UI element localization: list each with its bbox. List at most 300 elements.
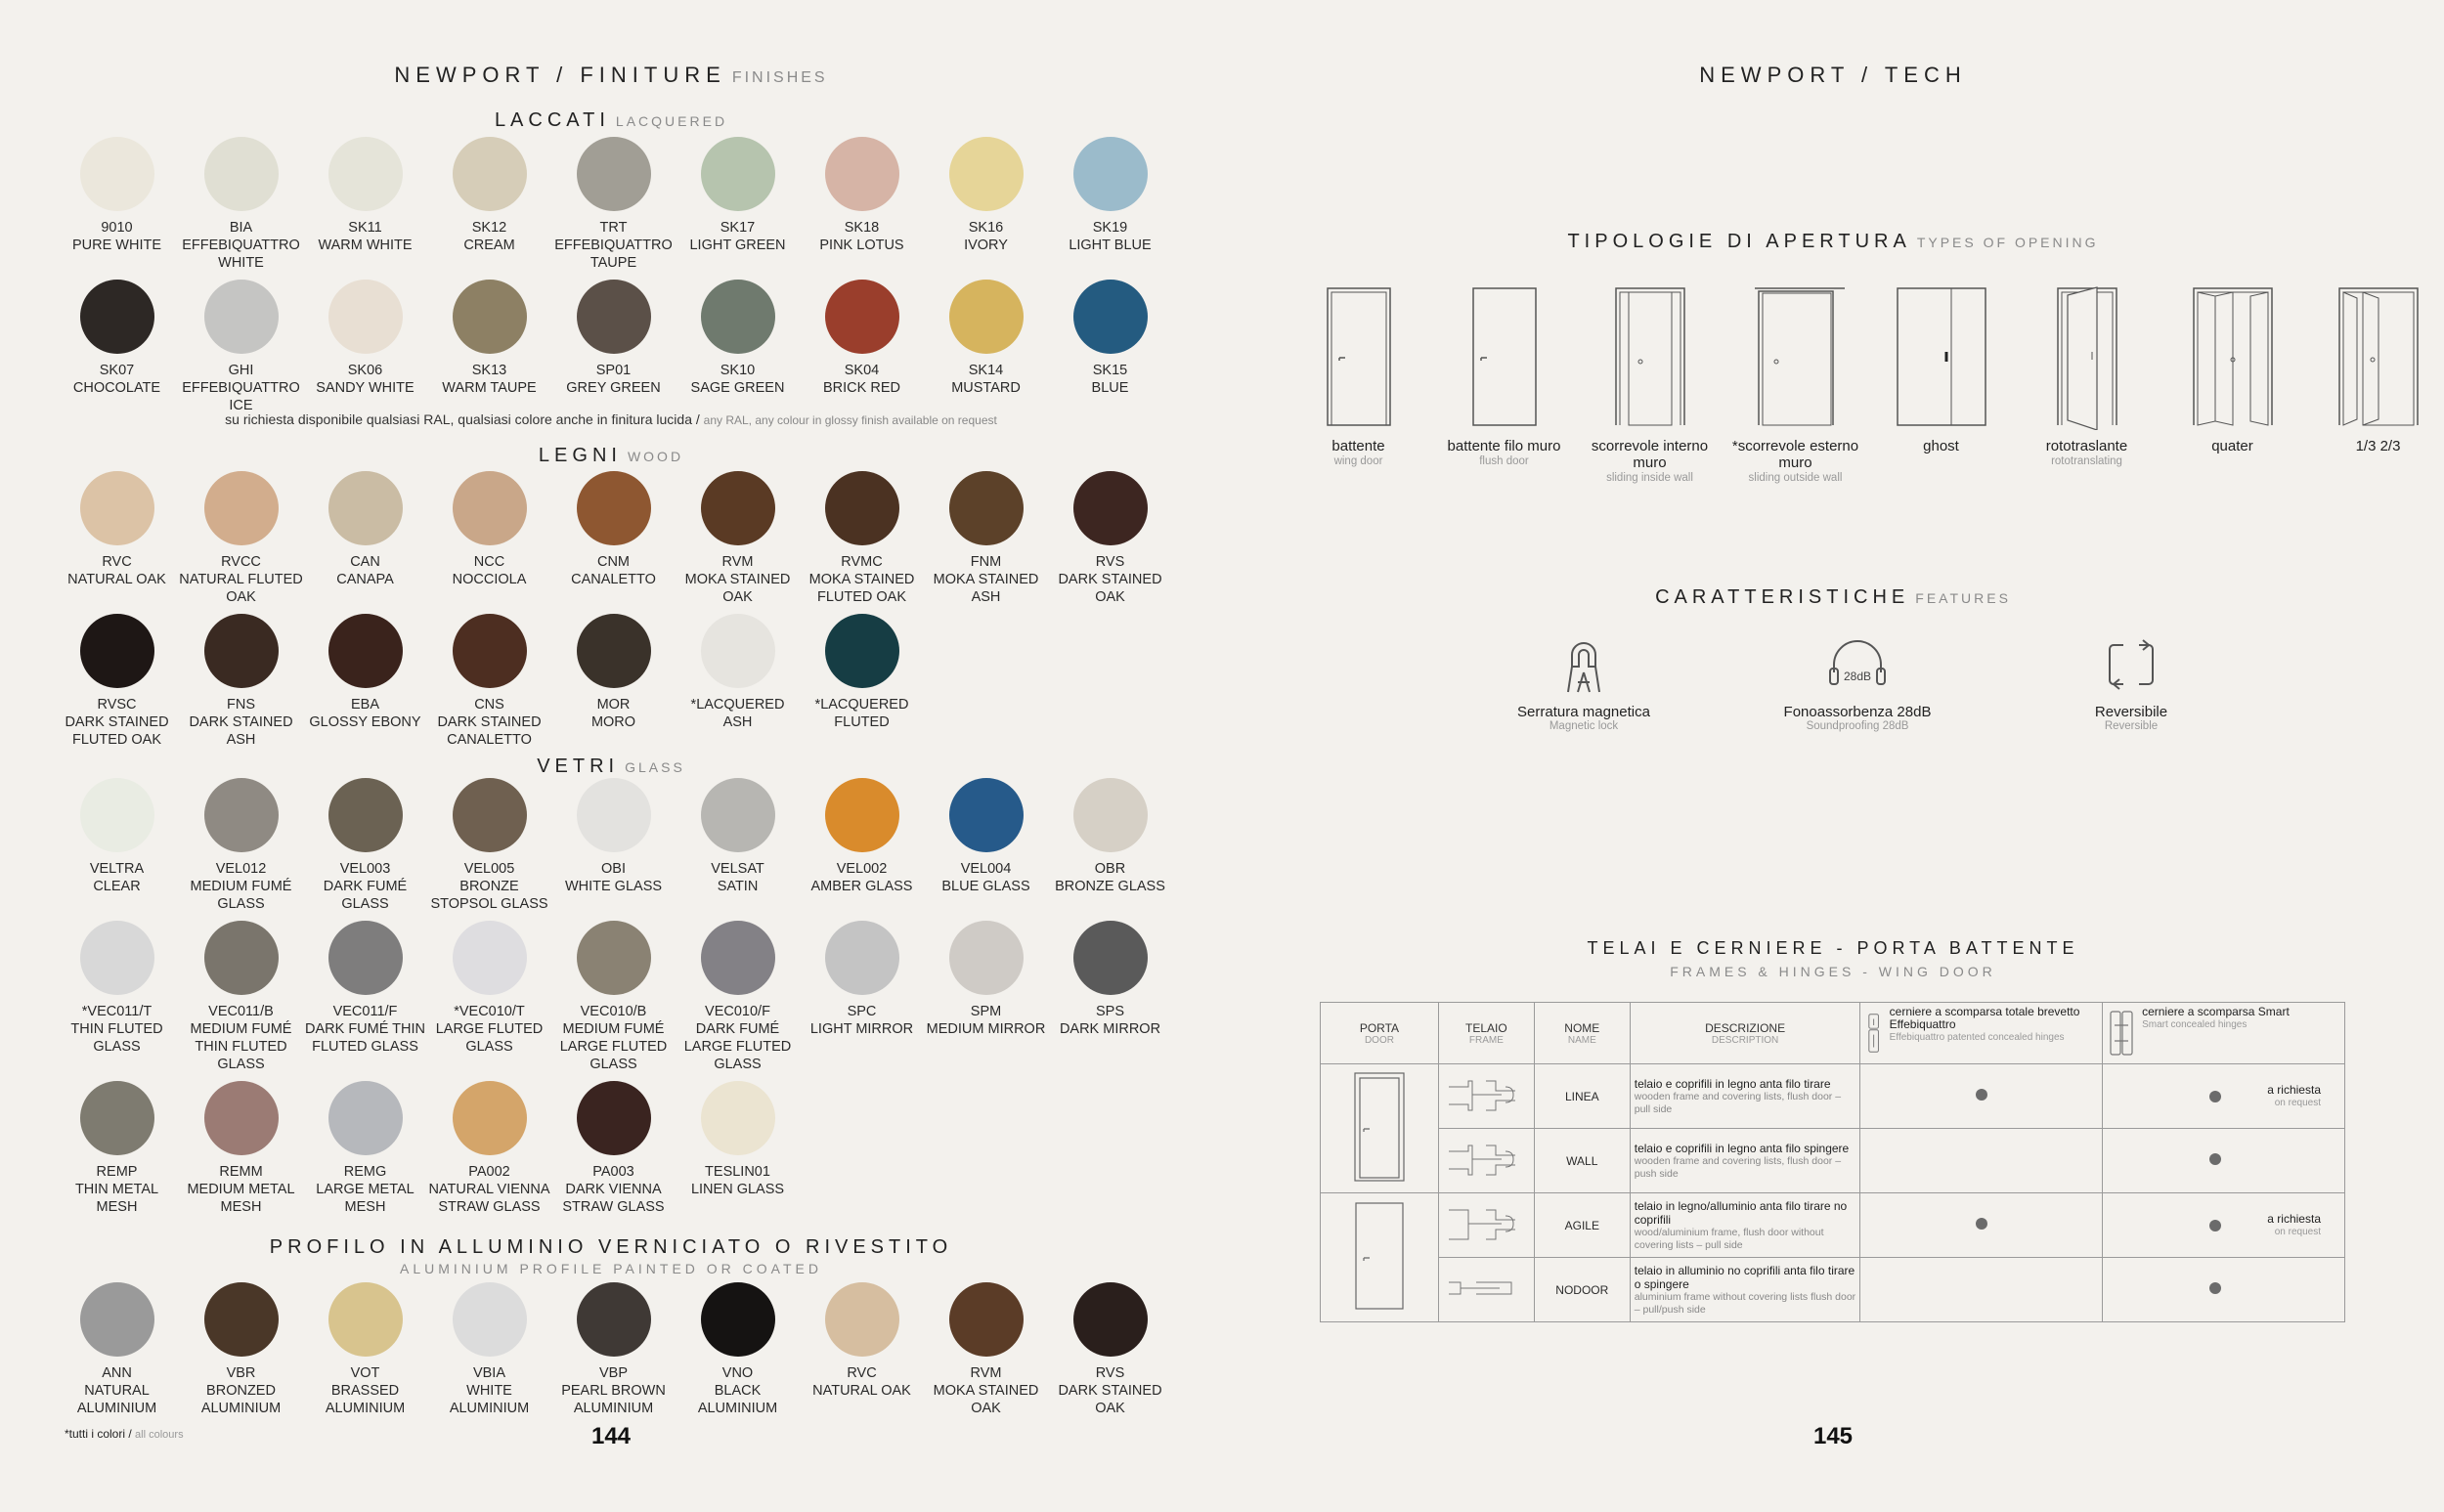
swatch-name: MEDIUM FUMÉ GLASS <box>190 879 292 912</box>
swatch-color <box>825 1282 899 1357</box>
swatch-code: TESLIN01 <box>705 1164 770 1180</box>
swatch-color <box>453 137 527 211</box>
swatch-label <box>927 1003 1046 1038</box>
swatch-color <box>701 778 775 852</box>
swatch-code: SK12 <box>471 220 507 236</box>
swatch-code: SK18 <box>844 220 880 236</box>
right-page <box>1222 0 2444 1512</box>
swatch-label <box>427 1163 551 1216</box>
swatch <box>551 471 676 606</box>
swatch-code: SK04 <box>844 363 880 378</box>
opening-type-label-en: sliding outside wall <box>1748 472 1843 484</box>
swatch <box>924 921 1048 1073</box>
swatch-label <box>676 1003 800 1073</box>
swatch-label <box>924 553 1048 606</box>
swatch <box>427 778 551 913</box>
swatch-label <box>565 860 662 895</box>
cell-hinge-2: a richiesta on request <box>2103 1064 2345 1129</box>
swatch-code: *VEC011/T <box>81 1004 153 1019</box>
swatch-color <box>701 137 775 211</box>
swatch-label <box>303 1364 427 1417</box>
swatch-color <box>949 921 1024 995</box>
swatch-code: SK13 <box>471 363 507 378</box>
swatch-color <box>453 921 527 995</box>
swatch-color <box>328 614 403 688</box>
swatch <box>303 280 427 414</box>
swatch <box>551 1081 676 1216</box>
swatch-code: VBP <box>598 1365 628 1381</box>
swatch <box>55 614 179 749</box>
swatch <box>303 137 427 272</box>
swatch-name: DARK STAINED ASH <box>189 714 293 748</box>
swatch-label <box>811 860 913 895</box>
swatch <box>800 471 924 606</box>
swatch <box>551 614 676 749</box>
swatch-label <box>691 1163 784 1198</box>
swatch-label <box>316 362 414 397</box>
swatch-color <box>204 921 279 995</box>
swatch-name: NATURAL FLUTED OAK <box>179 572 303 605</box>
opening-type-label: battente filo muro <box>1447 438 1561 454</box>
headphones-icon-text: 28dB <box>1843 670 1872 683</box>
swatch-label <box>55 1364 179 1417</box>
table-row <box>1321 1258 2345 1322</box>
swatch-label <box>1048 1364 1172 1417</box>
swatch-name: GLOSSY EBONY <box>309 714 421 730</box>
swatch-color <box>577 1282 651 1357</box>
door-drawing-icon <box>1350 1070 1409 1184</box>
swatch <box>55 921 179 1073</box>
page-number: 144 <box>590 1423 632 1449</box>
swatch-code: RVSC <box>97 697 137 713</box>
swatch-name: LIGHT GREEN <box>689 238 786 253</box>
swatch-label <box>55 1163 179 1216</box>
swatch-color <box>701 614 775 688</box>
swatch-label <box>179 1003 303 1073</box>
swatch-code: VOT <box>350 1365 380 1381</box>
section-title-caratteristiche: CARATTERISTICHE FEATURES <box>1655 586 2011 608</box>
section-subtitle-telai: FRAMES & HINGES - WING DOOR <box>1670 964 1996 979</box>
swatch-code: VEL012 <box>215 861 267 877</box>
swatch-name: CANALETTO <box>571 572 656 587</box>
swatch-code: RVM <box>721 554 754 570</box>
swatch <box>800 280 924 414</box>
swatch-name: MUSTARD <box>951 380 1021 396</box>
section-subtitle-profilo: ALUMINIUM PROFILE PAINTED OR COATED <box>400 1261 822 1276</box>
feature-reversible <box>1994 633 2268 732</box>
swatch <box>676 471 800 606</box>
swatch-color <box>701 1081 775 1155</box>
door-type-icon <box>1310 283 1408 430</box>
swatch-color <box>949 1282 1024 1357</box>
swatch-name: THIN METAL MESH <box>74 1182 159 1215</box>
swatch-color <box>204 280 279 354</box>
swatch-name: LARGE FLUTED GLASS <box>435 1021 544 1055</box>
section-title-tipologie: TIPOLOGIE DI APERTURA TYPES OF OPENING <box>1567 231 2099 252</box>
swatch-name: CLEAR <box>93 879 141 894</box>
swatch-name: BLUE <box>1091 380 1129 396</box>
swatch-code: VEC010/B <box>580 1004 647 1019</box>
row-description: telaio e coprifili in legno anta filo tirare wooden frame and covering lists, flush door – pull side <box>1630 1064 1860 1129</box>
swatch-color <box>453 1081 527 1155</box>
swatch-code: PA002 <box>468 1164 510 1180</box>
opening-type-label: quater <box>2211 438 2253 454</box>
swatch-name: DARK STAINED OAK <box>1058 572 1162 605</box>
door-type-icon <box>1456 283 1553 430</box>
table-row <box>1321 1193 2345 1258</box>
swatch-name: DARK STAINED FLUTED OAK <box>65 714 169 748</box>
opening-type <box>2014 283 2160 486</box>
table-row <box>1321 1064 2345 1129</box>
swatch <box>676 778 800 913</box>
swatch-color <box>577 471 651 545</box>
swatch-name: LARGE METAL MESH <box>316 1182 415 1215</box>
swatch-label <box>55 1003 179 1056</box>
swatch-label <box>442 362 536 397</box>
swatch-code: RVMC <box>841 554 883 570</box>
swatch <box>179 1282 303 1417</box>
swatch <box>303 471 427 606</box>
swatch <box>924 137 1048 272</box>
row-description: telaio e coprifili in legno anta filo spingere wooden frame and covering lists, flush door – push side <box>1630 1129 1860 1193</box>
opening-type-label: battente <box>1331 438 1385 454</box>
opening-type-label-en: sliding inside wall <box>1606 472 1693 484</box>
frame-section-icon <box>1447 1196 1525 1251</box>
swatch-code: REMP <box>96 1164 138 1180</box>
swatch-label <box>179 696 303 749</box>
swatch-code: REMM <box>219 1164 263 1180</box>
swatch-name: BRASSED ALUMINIUM <box>325 1383 406 1416</box>
swatch-name: PINK LOTUS <box>819 238 904 253</box>
swatch-code: VEC011/F <box>332 1004 398 1019</box>
swatch-code: *VEC010/T <box>454 1004 525 1019</box>
swatch-label <box>551 1003 676 1073</box>
swatch-code: SPC <box>847 1004 877 1019</box>
swatch-name: DARK FUMÉ GLASS <box>323 879 408 912</box>
table-row <box>1321 1129 2345 1193</box>
swatch-color <box>701 471 775 545</box>
swatch-color <box>80 921 154 995</box>
swatch-label <box>179 860 303 913</box>
swatch-name: SAGE GREEN <box>690 380 785 396</box>
swatch-color <box>1073 471 1148 545</box>
swatch-color <box>80 280 154 354</box>
swatch-code: SK14 <box>968 363 1004 378</box>
swatch <box>676 137 800 272</box>
swatch-color <box>204 1282 279 1357</box>
swatch-label <box>689 219 785 254</box>
available-dot <box>2209 1153 2221 1165</box>
swatch-name: WHITE GLASS <box>564 879 663 894</box>
swatch-code: VEL004 <box>960 861 1012 877</box>
swatch <box>179 471 303 606</box>
swatch <box>427 921 551 1073</box>
swatch-label <box>1069 219 1151 254</box>
swatch-name: BLACK ALUMINIUM <box>697 1383 778 1416</box>
swatch-color <box>825 471 899 545</box>
swatch-name: NOCCIOLA <box>452 572 527 587</box>
swatch-name: LIGHT MIRROR <box>809 1021 914 1037</box>
swatch-name: BLUE GLASS <box>941 879 1030 894</box>
swatch-label <box>73 362 160 397</box>
swatch-color <box>80 471 154 545</box>
swatch-name: MEDIUM FUMÉ THIN FLUTED GLASS <box>190 1021 292 1072</box>
row-name: WALL <box>1534 1129 1630 1193</box>
opening-type-label: scorrevole interno muro <box>1591 438 1709 471</box>
swatch-color <box>1073 137 1148 211</box>
cell-hinge-1 <box>1860 1258 2103 1322</box>
swatch-name: DARK FUMÉ LARGE FLUTED GLASS <box>683 1021 792 1072</box>
swatch-label <box>318 219 412 254</box>
swatch <box>1048 137 1172 272</box>
swatch-color <box>701 921 775 995</box>
swatch-color <box>80 137 154 211</box>
swatch-name: NATURAL VIENNA STRAW GLASS <box>428 1182 550 1215</box>
legni-grid <box>55 471 1172 749</box>
magnet-icon <box>1552 633 1615 696</box>
door-type-icon <box>2184 283 2282 430</box>
swatch-code: SK10 <box>720 363 756 378</box>
swatch <box>179 778 303 913</box>
opening-type-label: rototraslante <box>2045 438 2128 454</box>
swatch-code: FNS <box>227 697 255 713</box>
swatch-name: EFFEBIQUATTRO ICE <box>182 380 300 413</box>
frame-section-icon <box>1447 1132 1525 1187</box>
swatch <box>179 1081 303 1216</box>
hinge-icon <box>1864 1006 1883 1060</box>
row-name: LINEA <box>1534 1064 1630 1129</box>
reverse-icon <box>2100 633 2162 696</box>
swatch-code: RVS <box>1095 554 1125 570</box>
swatch-label <box>179 553 303 606</box>
swatch-name: NATURAL ALUMINIUM <box>76 1383 157 1416</box>
door-drawing-wing <box>1321 1064 1439 1193</box>
swatch <box>427 1081 551 1216</box>
swatch <box>427 471 551 606</box>
swatch-name: DARK STAINED CANALETTO <box>437 714 542 748</box>
swatch-label <box>924 1364 1048 1417</box>
swatch <box>800 614 924 749</box>
swatch <box>551 1282 676 1417</box>
swatch-label <box>819 219 903 254</box>
swatch-label <box>812 1364 911 1400</box>
swatch-color <box>577 778 651 852</box>
swatch-name: SATIN <box>717 879 759 894</box>
swatch <box>800 921 924 1073</box>
swatch-label <box>179 1364 303 1417</box>
swatch-color <box>453 778 527 852</box>
swatch-color <box>949 280 1024 354</box>
swatch-label <box>571 553 656 588</box>
swatch-label <box>303 1003 427 1056</box>
swatch <box>303 614 427 749</box>
swatch-label <box>551 219 676 272</box>
swatch <box>1048 1282 1172 1417</box>
feature-label-en: Soundproofing 28dB <box>1806 720 1909 732</box>
swatch-name: CHOCOLATE <box>72 380 161 396</box>
swatch-code: 9010 <box>101 220 133 236</box>
swatch <box>924 471 1048 606</box>
swatch-color <box>949 778 1024 852</box>
swatch <box>551 280 676 414</box>
door-type-icon <box>1601 283 1699 430</box>
swatch-color <box>453 471 527 545</box>
swatch <box>179 614 303 749</box>
swatch <box>55 137 179 272</box>
swatch-label <box>303 860 427 913</box>
swatch <box>427 1282 551 1417</box>
swatch-name: BRONZE GLASS <box>1055 879 1165 894</box>
swatch-color <box>577 921 651 995</box>
opening-type <box>2160 283 2305 486</box>
swatch-label <box>1055 860 1165 895</box>
swatch-name: LINEN GLASS <box>690 1182 785 1197</box>
opening-type <box>2305 283 2444 486</box>
swatch-color <box>328 1282 403 1357</box>
cell-hinge-2: a richiesta on request <box>2103 1193 2345 1258</box>
swatch <box>1048 280 1172 414</box>
swatch-name: WHITE ALUMINIUM <box>449 1383 530 1416</box>
opening-type-label-en: wing door <box>1333 455 1383 467</box>
cell-hinge-1 <box>1860 1193 2103 1258</box>
swatch-code: RVCC <box>221 554 261 570</box>
frames-hinges-table <box>1320 1002 2345 1322</box>
swatch-code: VNO <box>721 1365 754 1381</box>
hinge-smart-icon <box>2107 1006 2136 1060</box>
door-drawing-flush <box>1321 1193 1439 1322</box>
swatch-code: TRT <box>599 220 628 236</box>
swatch-label <box>810 1003 913 1038</box>
swatch <box>303 921 427 1073</box>
swatch-name: DARK FUMÉ THIN FLUTED GLASS <box>305 1021 425 1055</box>
swatch-name: MOKA STAINED OAK <box>684 572 791 605</box>
swatch-color <box>80 1282 154 1357</box>
col-header-descrizione: DESCRIZIONE DESCRIPTION <box>1630 1003 1860 1064</box>
frame-section-icon <box>1447 1261 1525 1316</box>
swatch <box>551 921 676 1073</box>
swatch-name: IVORY <box>964 238 1008 253</box>
swatch-color <box>825 280 899 354</box>
swatch <box>179 280 303 414</box>
available-dot <box>2209 1091 2221 1102</box>
features <box>1447 633 2268 732</box>
swatch-name: LIGHT BLUE <box>1069 238 1152 253</box>
swatch-label <box>55 696 179 749</box>
swatch-name: BRONZE STOPSOL GLASS <box>430 879 548 912</box>
swatch <box>427 280 551 414</box>
swatch-code: SK19 <box>1092 220 1128 236</box>
swatch-color <box>328 921 403 995</box>
swatch-label <box>72 219 161 254</box>
swatch <box>676 1282 800 1417</box>
swatch <box>55 471 179 606</box>
swatch-code: *LACQUERED <box>814 697 909 713</box>
swatch <box>179 137 303 272</box>
swatch-code: RVM <box>970 1365 1002 1381</box>
frame-section-icon <box>1447 1067 1525 1122</box>
door-type-icon <box>1747 283 1845 430</box>
swatch-code: SPS <box>1095 1004 1124 1019</box>
page-title: NEWPORT / TECH <box>1699 63 1967 87</box>
swatch <box>924 1282 1048 1417</box>
opening-type-label-en: flush door <box>1479 455 1529 467</box>
row-description: telaio in alluminio no coprifili anta filo tirare o spingere aluminium frame without covering lists flush door – pull/push side <box>1630 1258 1860 1322</box>
swatch-code: VELTRA <box>89 861 145 877</box>
swatch-color <box>577 1081 651 1155</box>
swatch-code: NCC <box>473 554 505 570</box>
cell-hinge-1 <box>1860 1129 2103 1193</box>
swatch-code: SPM <box>970 1004 1002 1019</box>
swatch-label <box>1048 553 1172 606</box>
swatch <box>427 137 551 272</box>
swatch-label <box>427 1003 551 1056</box>
opening-type <box>1577 283 1723 486</box>
col-header-nome: NOME NAME <box>1534 1003 1630 1064</box>
frame-section-drawing <box>1438 1258 1534 1322</box>
swatch-name: THIN FLUTED GLASS <box>70 1021 163 1055</box>
swatch-color <box>328 471 403 545</box>
swatch-color <box>1073 921 1148 995</box>
swatch <box>800 1282 924 1417</box>
swatch-color <box>825 614 899 688</box>
swatch-code: CAN <box>350 554 380 570</box>
swatch <box>427 614 551 749</box>
footnote: *tutti i colori / all colours <box>65 1427 184 1441</box>
swatch-name: FLUTED <box>834 714 890 730</box>
laccati-note: su richiesta disponibile qualsiasi RAL, qualsiasi colore anche in finitura lucida / any RAL, any colour in glossy finish available on request <box>225 411 997 427</box>
swatch-label <box>951 362 1021 397</box>
swatch-code: OBI <box>601 861 626 877</box>
swatch-code: VEL003 <box>339 861 391 877</box>
swatch-color <box>204 1081 279 1155</box>
opening-type-label: 1/3 2/3 <box>2355 438 2401 454</box>
opening-type-label: *scorrevole esterno muro <box>1731 438 1859 471</box>
cell-hinge-1 <box>1860 1064 2103 1129</box>
door-drawing-icon <box>1350 1199 1409 1313</box>
swatch-color <box>453 280 527 354</box>
swatch-code: SP01 <box>595 363 632 378</box>
swatch-color <box>577 614 651 688</box>
swatch-label <box>336 553 394 588</box>
swatch-color <box>204 614 279 688</box>
swatch-name: ASH <box>722 714 753 730</box>
swatch <box>800 137 924 272</box>
opening-types <box>1286 283 2444 486</box>
swatch-name: CREAM <box>463 238 515 253</box>
swatch-name: BRONZED ALUMINIUM <box>200 1383 282 1416</box>
swatch-name: MEDIUM MIRROR <box>926 1021 1046 1037</box>
swatch <box>303 1081 427 1216</box>
swatch <box>303 1282 427 1417</box>
col-header-hinge-smart: cerniere a scomparsa Smart Smart concealed hinges <box>2103 1003 2345 1064</box>
available-dot <box>1976 1089 1987 1101</box>
swatch-label <box>551 1364 676 1417</box>
swatch-color <box>1073 778 1148 852</box>
swatch <box>1048 921 1172 1073</box>
swatch-name: MOKA STAINED OAK <box>933 1383 1039 1416</box>
swatch-name: GREY GREEN <box>566 380 661 396</box>
swatch <box>676 1081 800 1216</box>
swatch-code: PA003 <box>592 1164 634 1180</box>
swatch <box>179 921 303 1073</box>
swatch-label <box>453 553 527 588</box>
swatch-label <box>179 1163 303 1216</box>
swatch-label <box>691 696 785 731</box>
swatch-label <box>427 696 551 749</box>
feature-label-en: Magnetic lock <box>1549 720 1619 732</box>
swatch-color <box>80 614 154 688</box>
swatch-code: REMG <box>343 1164 387 1180</box>
